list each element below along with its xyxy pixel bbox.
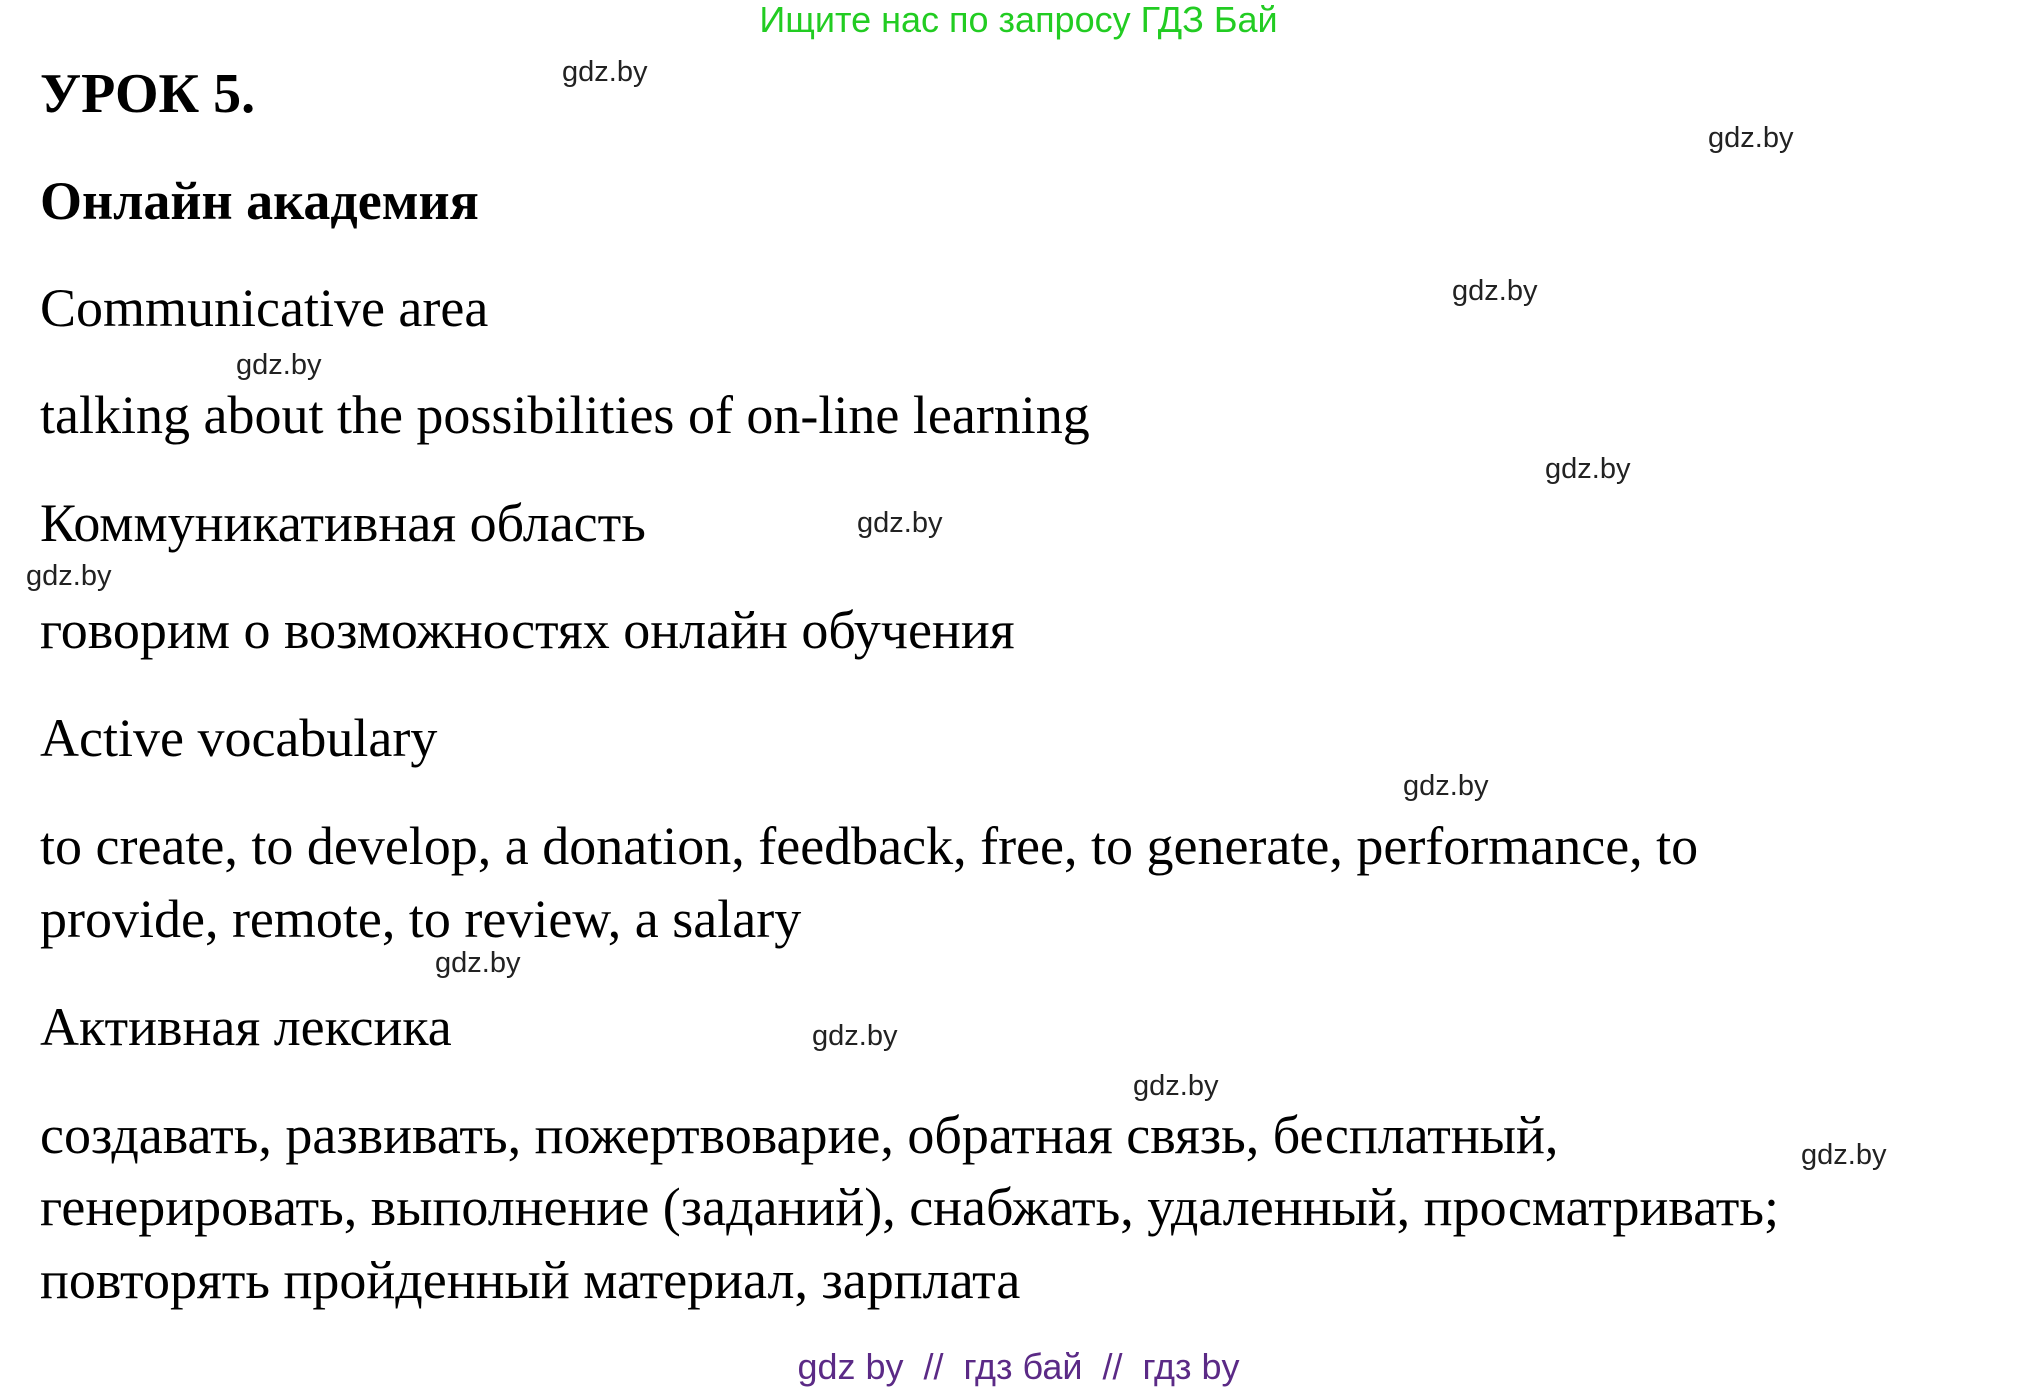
vocab-en-heading: Active vocabulary (40, 708, 438, 768)
watermark: gdz.by (236, 349, 322, 381)
vocab-en-line-1: to create, to develop, a donation, feedback, free, to generate, performance, to (40, 816, 1699, 876)
watermark: gdz.by (1708, 122, 1794, 154)
watermark: gdz.by (1403, 770, 1489, 802)
vocab-ru-line-3: повторять пройденный материал, зарплата (40, 1250, 1021, 1310)
watermark: gdz.by (1801, 1139, 1887, 1171)
watermark: gdz.by (1133, 1070, 1219, 1102)
footer-links: gdz by // гдз бай // гдз by (797, 1346, 1240, 1387)
watermark: gdz.by (857, 507, 943, 539)
top-banner: Ищите нас по запросу ГДЗ Бай (759, 0, 1278, 40)
watermark: gdz.by (562, 56, 648, 88)
lesson-title: УРОК 5. (40, 63, 256, 125)
watermark: gdz.by (812, 1020, 898, 1052)
comm-area-ru-text: говорим о возможностях онлайн обучения (40, 600, 1015, 660)
comm-area-ru-heading: Коммуникативная область (40, 493, 646, 553)
vocab-en-line-2: provide, remote, to review, a salary (40, 889, 802, 949)
watermark: gdz.by (26, 560, 112, 592)
watermark: gdz.by (1545, 453, 1631, 485)
section-title: Онлайн академия (40, 171, 479, 231)
comm-area-en-text: talking about the possibilities of on-line learning (40, 385, 1090, 445)
watermark: gdz.by (1452, 275, 1538, 307)
comm-area-en-heading: Communicative area (40, 278, 489, 338)
watermark: gdz.by (435, 947, 521, 979)
vocab-ru-line-1: создавать, развивать, пожертвоварие, обратная связь, бесплатный, (40, 1105, 1559, 1165)
vocab-ru-heading: Активная лексика (40, 997, 452, 1057)
vocab-ru-line-2: генерировать, выполнение (заданий), снабжать, удаленный, просматривать; (40, 1177, 1779, 1237)
